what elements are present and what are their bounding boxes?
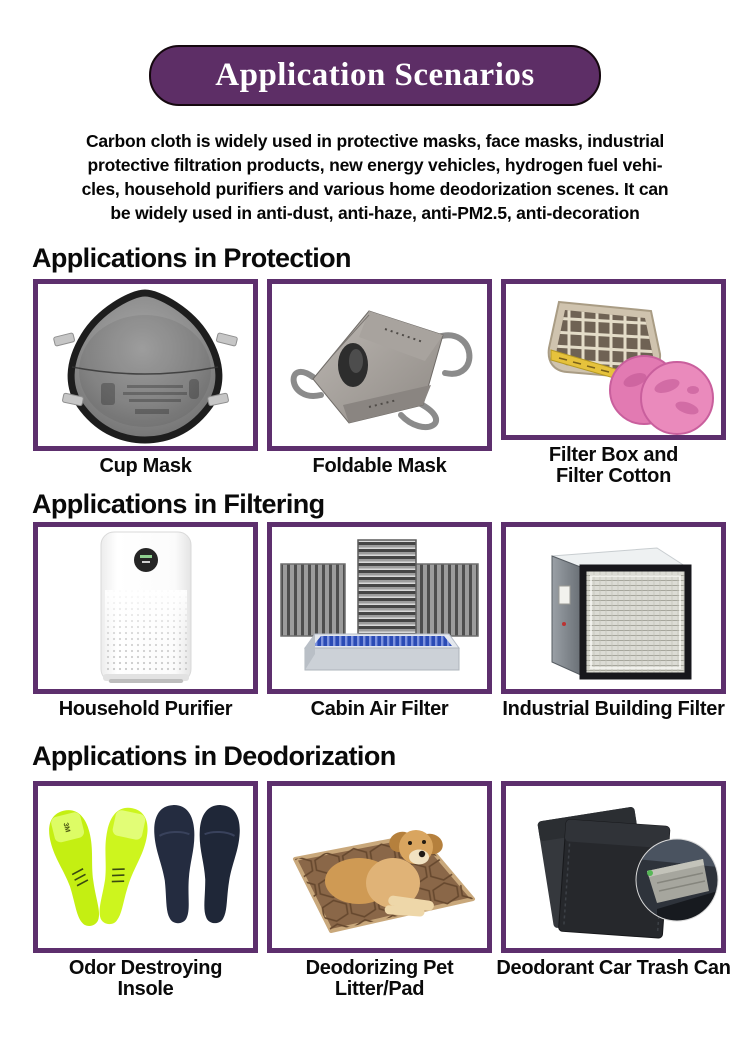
banner-title: Application Scenarios <box>215 57 535 93</box>
svg-text:3M: 3M <box>61 822 71 834</box>
protection-grid <box>0 279 750 487</box>
foldable-mask-card <box>267 279 492 451</box>
industrial-building-filter-photo <box>507 528 720 688</box>
product-caption: Deodorizing Pet Litter/Pad <box>305 957 454 1000</box>
product-column <box>267 279 492 487</box>
product-column <box>501 522 726 734</box>
product-caption: Deodorant Car Trash Can <box>496 957 731 979</box>
product-caption: Cabin Air Filter <box>310 698 449 720</box>
intro-paragraph <box>0 129 750 225</box>
household-purifier-card <box>33 522 258 694</box>
product-caption: Odor Destroying Insole <box>68 957 223 1000</box>
filter-box-card <box>501 279 726 440</box>
product-caption: Foldable Mask <box>312 455 447 477</box>
product-caption: Cup Mask <box>99 455 192 477</box>
filtering-grid <box>0 522 750 734</box>
intro-line: cles, household purifiers and various home deodorization scenes. It can <box>81 179 669 199</box>
product-caption: Industrial Building Filter <box>502 698 725 720</box>
product-column <box>267 522 492 734</box>
deodorizing-pet-litter-pad-photo <box>273 787 486 947</box>
product-column <box>501 279 726 487</box>
pet-pad-card <box>267 781 492 953</box>
product-column <box>33 781 258 1000</box>
section-heading-deodorization: Applications in Deodorization <box>32 741 396 771</box>
product-column <box>33 522 258 734</box>
deodorant-car-trash-can-photo <box>507 787 720 947</box>
section-heading-protection: Applications in Protection <box>32 243 351 273</box>
application-scenarios-banner <box>149 45 601 106</box>
cup-mask-photo <box>39 285 252 445</box>
insole-card <box>33 781 258 953</box>
product-column <box>33 279 258 487</box>
page-root <box>0 45 750 1045</box>
car-trash-can-card <box>501 781 726 953</box>
section-heading-filtering: Applications in Filtering <box>32 489 325 519</box>
cabin-air-filter-card <box>267 522 492 694</box>
intro-line: Carbon cloth is widely used in protective masks, face masks, industrial <box>85 131 665 151</box>
household-purifier-photo <box>39 528 252 688</box>
product-caption: Household Purifier <box>58 698 233 720</box>
product-column <box>496 781 731 1000</box>
intro-line: be widely used in anti-dust, anti-haze, anti-PM2.5, anti-decoration <box>110 203 640 223</box>
intro-line: protective filtration products, new energy vehicles, hydrogen fuel vehi- <box>87 155 663 175</box>
cup-mask-card <box>33 279 258 451</box>
filter-box-and-cotton-photo <box>507 280 720 440</box>
foldable-mask-photo <box>273 285 486 445</box>
deodorization-grid <box>0 781 750 1000</box>
cabin-air-filter-photo <box>273 528 486 688</box>
industrial-filter-card <box>501 522 726 694</box>
product-caption: Filter Box and Filter Cotton <box>548 444 679 487</box>
odor-destroying-insole-photo <box>39 787 252 947</box>
product-column <box>267 781 492 1000</box>
